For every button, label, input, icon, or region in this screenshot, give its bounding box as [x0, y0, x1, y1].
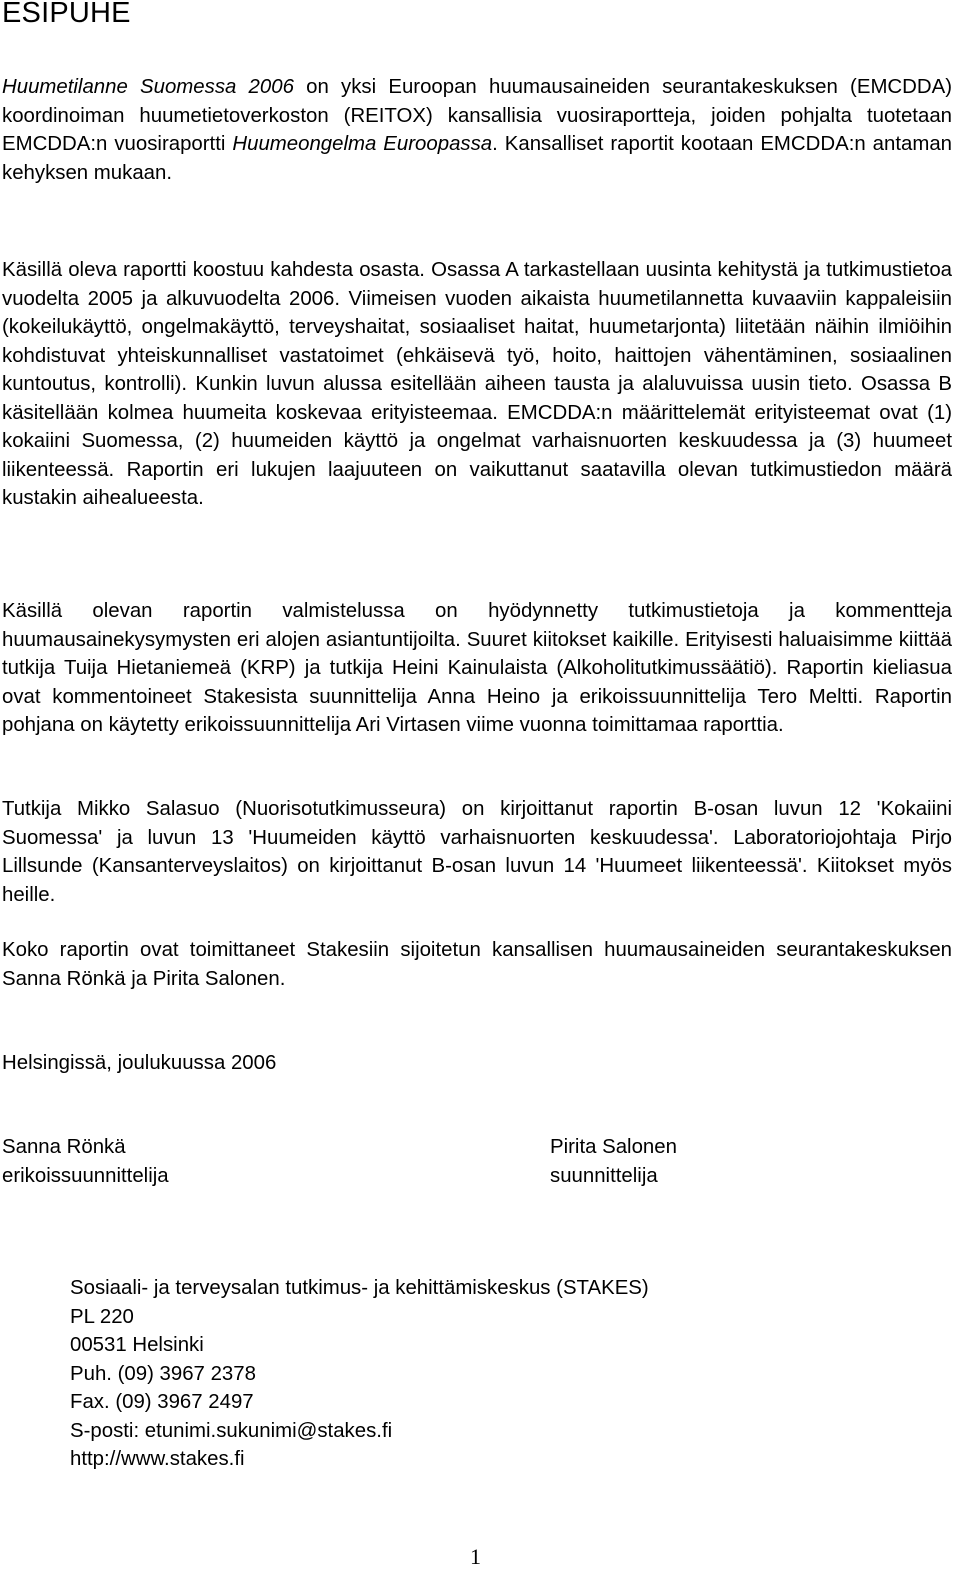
contact-email: S-posti: etunimi.sukunimi@stakes.fi: [70, 1419, 393, 1442]
publication-title-italic: Huumeongelma Euroopassa: [232, 133, 493, 155]
contact-postal: 00531 Helsinki: [70, 1334, 204, 1356]
contact-phone: Puh. (09) 3967 2378: [70, 1362, 256, 1385]
intro-text-2: . Kansalliset raportit kootaan EMCDDA:n antaman kehyksen mukaan.: [2, 133, 953, 184]
intro-paragraph: [2, 73, 952, 187]
contact-website: http://www.stakes.fi: [70, 1448, 245, 1470]
signature-block-1: [2, 1133, 169, 1190]
contact-fax: Fax. (09) 3967 2497: [70, 1391, 254, 1413]
authors-paragraph: Tutkija Mikko Salasuo (Nuorisotutkimusseura) on kirjoittanut raportin B-osan luvun 12 'Kokaiini Suomessa' ja luvun 13 'Huumeiden käyttö varhaisnuorten keskuudessa'. Laboratoriojohtaja Pirjo Lillsunde (Kansanterveyslaitos) on kirjoittanut B-osan luvun 14 'Huumeet liikenteessä'. Kiitokset myös heille.: [2, 798, 952, 906]
acknowledgements-paragraph: Käsillä olevan raportin valmistelussa on hyödynnetty tutkimustietoja ja kommentteja huumausainekysymysten eri alojen asiantuntijoilta. Suuret kiitokset kaikille. Erityisesti haluaisimme kiittää tutkija Tuija Hietaniemeä (KRP) ja tutkija Heini Kainulaista (Alkoholitutkimussäätiö). Raportin kieliasua ovat kommentoineet Stakesista suunnittelija Anna Heino ja erikoissuunnittelija Tero Meltti. Raportin pohjana on käytetty erikoissuunnittelija Ari Virtasen viime vuonna toimittamaa raporttia.: [2, 600, 952, 736]
signature-block-2: [550, 1133, 677, 1190]
page-title: ESIPUHE: [2, 0, 131, 29]
structure-paragraph: Käsillä oleva raportti koostuu kahdesta osasta. Osassa A tarkastellaan uusinta kehitystä ja tutkimustietoa vuodelta 2005 ja alkuvuodelta 2006. Viimeisen vuoden aikaista huumetilannetta kuvaaviin kappaleisiin (kokeilukäyttö, ongelmakäyttö, terveyshaitat, sosiaaliset haitat, huumetarjonta) liitetään näihin ilmiöihin kohdistuvat yhteiskunnalliset vastatoimet (ehkäisevä työ, hoito, haittojen vähentäminen, sosiaalinen kuntoutus, kontrolli). Kunkin luvun alussa esitellään aiheen tausta ja alaluvuissa uusin tieto. Osassa B käsitellään kolmea huumeita koskevaa erityisteemaa. EMCDDA:n määrittelemät erityisteemat ovat (1) kokaiini Suomessa, (2) huumeiden käyttö ja ongelmat varhaisnuorten keskuudessa ja (3) huumeet liikenteessä. Raportin eri lukujen laajuuteen on vaikuttanut saatavilla olevan tutkimustiedon määrä kustakin aihealueesta.: [2, 259, 952, 509]
place-and-date: Helsingissä, joulukuussa 2006: [2, 1052, 277, 1074]
page-number: 1: [470, 1544, 481, 1569]
editors-paragraph: Koko raportin ovat toimittaneet Stakesiin sijoitetun kansallisen huumausaineiden seurantakeskuksen Sanna Rönkä ja Pirita Salonen.: [2, 939, 952, 990]
contact-organization: Sosiaali- ja terveysalan tutkimus- ja kehittämiskeskus (STAKES): [70, 1277, 649, 1299]
contact-po-box: PL 220: [70, 1305, 134, 1328]
intro-text-1: on yksi Euroopan huumausaineiden seurantakeskuksen (EMCDDA) koordinoiman huumetietoverkoston (REITOX) kansallisia vuosiraportteja, joiden pohjalta tuotetaan EMCDDA:n vuosiraportti: [2, 76, 952, 155]
signatory-name: Pirita Salonen: [550, 1136, 677, 1158]
contact-block: [70, 1274, 649, 1474]
signatory-title: suunnittelija: [550, 1164, 658, 1187]
report-title-italic: Huumetilanne Suomessa 2006: [2, 76, 294, 98]
signatory-name: Sanna Rönkä: [2, 1136, 126, 1158]
signatory-title: erikoissuunnittelija: [2, 1164, 169, 1187]
